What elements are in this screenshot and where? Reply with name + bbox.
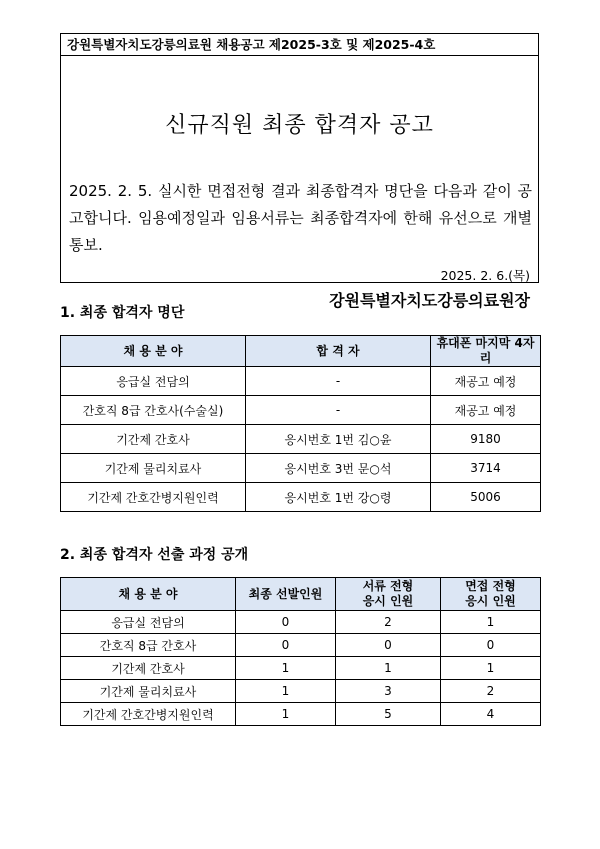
cell-document-applicants: 0	[336, 634, 441, 657]
notice-reference: 강원특별자치도강릉의료원 채용공고 제2025-3호 및 제2025-4호	[61, 34, 538, 56]
cell-phone: 재공고 예정	[431, 367, 541, 396]
header-interview-applicants: 면접 전형 응시 인원	[441, 578, 541, 611]
cell-interview-applicants: 1	[441, 657, 541, 680]
cell-phone: 3714	[431, 454, 541, 483]
cell-document-applicants: 1	[336, 657, 441, 680]
table-row	[61, 454, 541, 483]
cell-field: 간호직 8급 간호사(수술실)	[61, 396, 246, 425]
cell-field: 기간제 간호간병지원인력	[61, 703, 236, 726]
cell-field: 기간제 간호사	[61, 657, 236, 680]
table-row	[61, 396, 541, 425]
header-phone: 휴대폰 마지막 4자리	[431, 336, 541, 367]
cell-phone: 재공고 예정	[431, 396, 541, 425]
notice-box	[60, 33, 539, 310]
cell-field: 기간제 간호간병지원인력	[61, 483, 246, 512]
cell-final-selected: 1	[236, 703, 336, 726]
cell-phone: 9180	[431, 425, 541, 454]
cell-interview-applicants: 1	[441, 611, 541, 634]
cell-document-applicants: 5	[336, 703, 441, 726]
notice-body: 2025. 2. 5. 실시한 면접전형 결과 최종합격자 명단을 다음과 같이 공고합니다. 임용예정일과 임용서류는 최종합격자에 한해 유선으로 개별통보.	[69, 182, 532, 254]
header-finalist: 합 격 자	[246, 336, 431, 367]
selection-process-table	[60, 577, 541, 726]
header-field: 채 용 분 야	[61, 578, 236, 611]
section2-title: 2. 최종 합격자 선출 과정 공개	[60, 547, 249, 563]
cell-field: 간호직 8급 간호사	[61, 634, 236, 657]
table-row	[61, 657, 541, 680]
section1-title: 1. 최종 합격자 명단	[60, 305, 185, 321]
notice-date: 2025. 2. 6.(목)	[440, 268, 530, 283]
cell-interview-applicants: 4	[441, 703, 541, 726]
cell-final-selected: 0	[236, 611, 336, 634]
cell-finalist: -	[246, 396, 431, 425]
header-document-applicants: 서류 전형 응시 인원	[336, 578, 441, 611]
table-row	[61, 425, 541, 454]
table-row	[61, 703, 541, 726]
table-header-row	[61, 336, 541, 367]
table-row	[61, 634, 541, 657]
cell-interview-applicants: 0	[441, 634, 541, 657]
notice-title: 신규직원 최종 합격자 공고	[165, 113, 434, 138]
cell-field: 응급실 전담의	[61, 367, 246, 396]
cell-final-selected: 1	[236, 680, 336, 703]
notice-issuer: 강원특별자치도강릉의료원장	[329, 291, 530, 310]
cell-field: 기간제 물리치료사	[61, 680, 236, 703]
table-header-row	[61, 578, 541, 611]
cell-finalist: -	[246, 367, 431, 396]
header-final-selected: 최종 선발인원	[236, 578, 336, 611]
table-row	[61, 483, 541, 512]
cell-field: 기간제 물리치료사	[61, 454, 246, 483]
cell-interview-applicants: 2	[441, 680, 541, 703]
cell-document-applicants: 3	[336, 680, 441, 703]
cell-field: 응급실 전담의	[61, 611, 236, 634]
table-row	[61, 680, 541, 703]
cell-field: 기간제 간호사	[61, 425, 246, 454]
cell-finalist: 응시번호 1번 강○령	[246, 483, 431, 512]
cell-final-selected: 1	[236, 657, 336, 680]
table-row	[61, 367, 541, 396]
cell-document-applicants: 2	[336, 611, 441, 634]
finalists-table	[60, 335, 541, 512]
cell-finalist: 응시번호 3번 문○석	[246, 454, 431, 483]
cell-finalist: 응시번호 1번 김○윤	[246, 425, 431, 454]
table-row	[61, 611, 541, 634]
cell-final-selected: 0	[236, 634, 336, 657]
cell-phone: 5006	[431, 483, 541, 512]
header-field: 채 용 분 야	[61, 336, 246, 367]
